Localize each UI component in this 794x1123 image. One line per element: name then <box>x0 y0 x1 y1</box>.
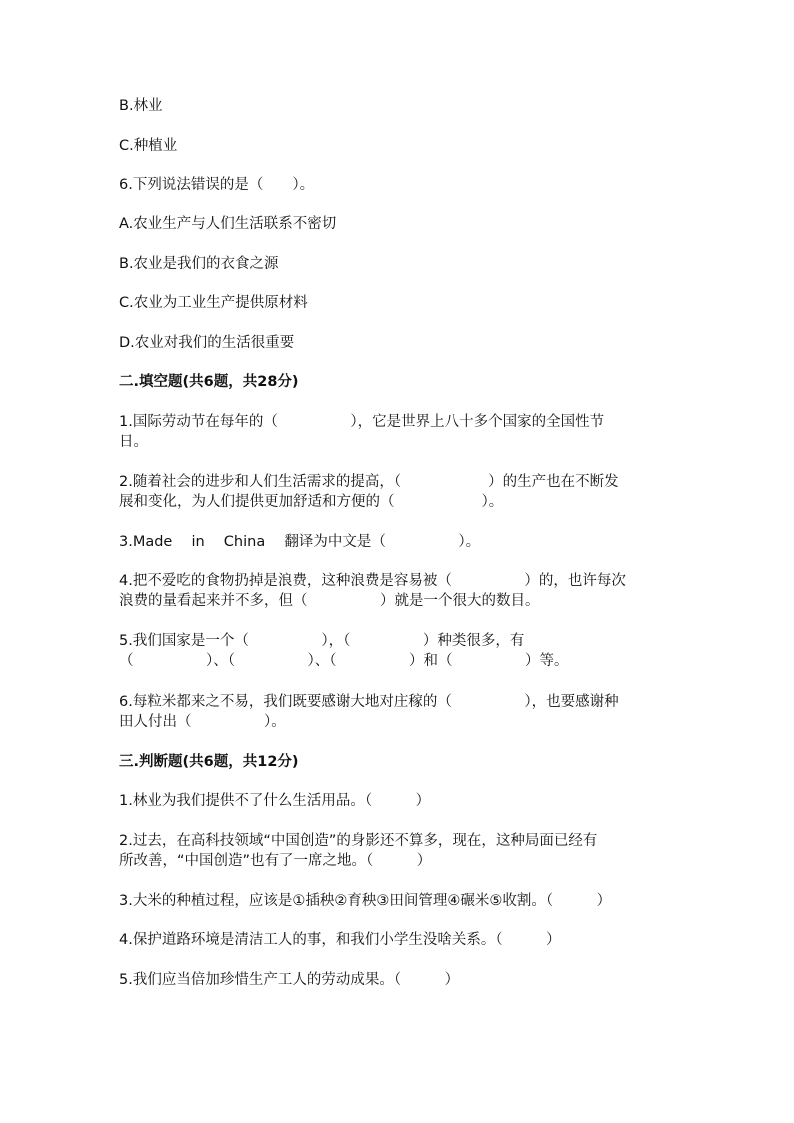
tf-q2-line2: 所改善，“中国创造”也有了一席之地。（ ） <box>119 853 432 869</box>
tf-q4: 4.保护道路环境是清洁工人的事，和我们小学生没啥关系。（ ） <box>119 932 561 948</box>
fill-q6-line2: 田人付出（ ）。 <box>119 714 286 730</box>
fill-q3: 3.Made in China 翻译为中文是（ ）。 <box>119 534 481 550</box>
fill-q4-line2: 浪费的量看起来并不多，但（ ）就是一个很大的数目。 <box>119 593 540 609</box>
tf-q5: 5.我们应当倍加珍惜生产工人的劳动成果。（ ） <box>119 972 460 988</box>
q5-option-b: B.林业 <box>119 98 163 114</box>
q6-option-b: B.农业是我们的衣食之源 <box>119 256 279 272</box>
section-heading-fill-blank: 二.填空题(共6题，共28分) <box>119 374 299 390</box>
fill-q2-line2: 展和变化，为人们提供更加舒适和方便的（ ）。 <box>119 494 504 510</box>
q6-option-c: C.农业为工业生产提供原材料 <box>119 295 308 311</box>
q6-stem: 6.下列说法错误的是（ ）。 <box>119 177 315 193</box>
tf-q3: 3.大米的种植过程，应该是①插秧②育秧③田间管理④碾米⑤收割。（ ） <box>119 893 612 909</box>
fill-q1-line2: 日。 <box>119 434 148 450</box>
fill-q5-line2: （ ）、（ ）、（ ）和（ ）等。 <box>119 653 569 669</box>
q6-option-a: A.农业生产与人们生活联系不密切 <box>119 216 337 232</box>
section-heading-true-false: 三.判断题(共6题，共12分) <box>119 754 299 770</box>
tf-q1: 1.林业为我们提供不了什么生活用品。（ ） <box>119 793 431 809</box>
fill-q2-line1: 2.随着社会的进步和人们生活需求的提高，（ ）的生产也在不断发 <box>119 474 619 490</box>
fill-q4-line1: 4.把不爱吃的食物扔掉是浪费，这种浪费是容易被（ ）的，也许每次 <box>119 573 626 589</box>
fill-q1-line1: 1.国际劳动节在每年的（ ），它是世界上八十多个国家的全国性节 <box>119 414 605 430</box>
q5-option-c: C.种植业 <box>119 138 178 154</box>
fill-q6-line1: 6.每粒米都来之不易，我们既要感谢大地对庄稼的（ ），也要感谢种 <box>119 694 619 710</box>
q6-option-d: D.农业对我们的生活很重要 <box>119 335 295 351</box>
tf-q2-line1: 2.过去，在高科技领域“中国创造”的身影还不算多，现在，这种局面已经有 <box>119 833 598 849</box>
fill-q5-line1: 5.我们国家是一个（ ），（ ）种类很多，有 <box>119 633 525 649</box>
